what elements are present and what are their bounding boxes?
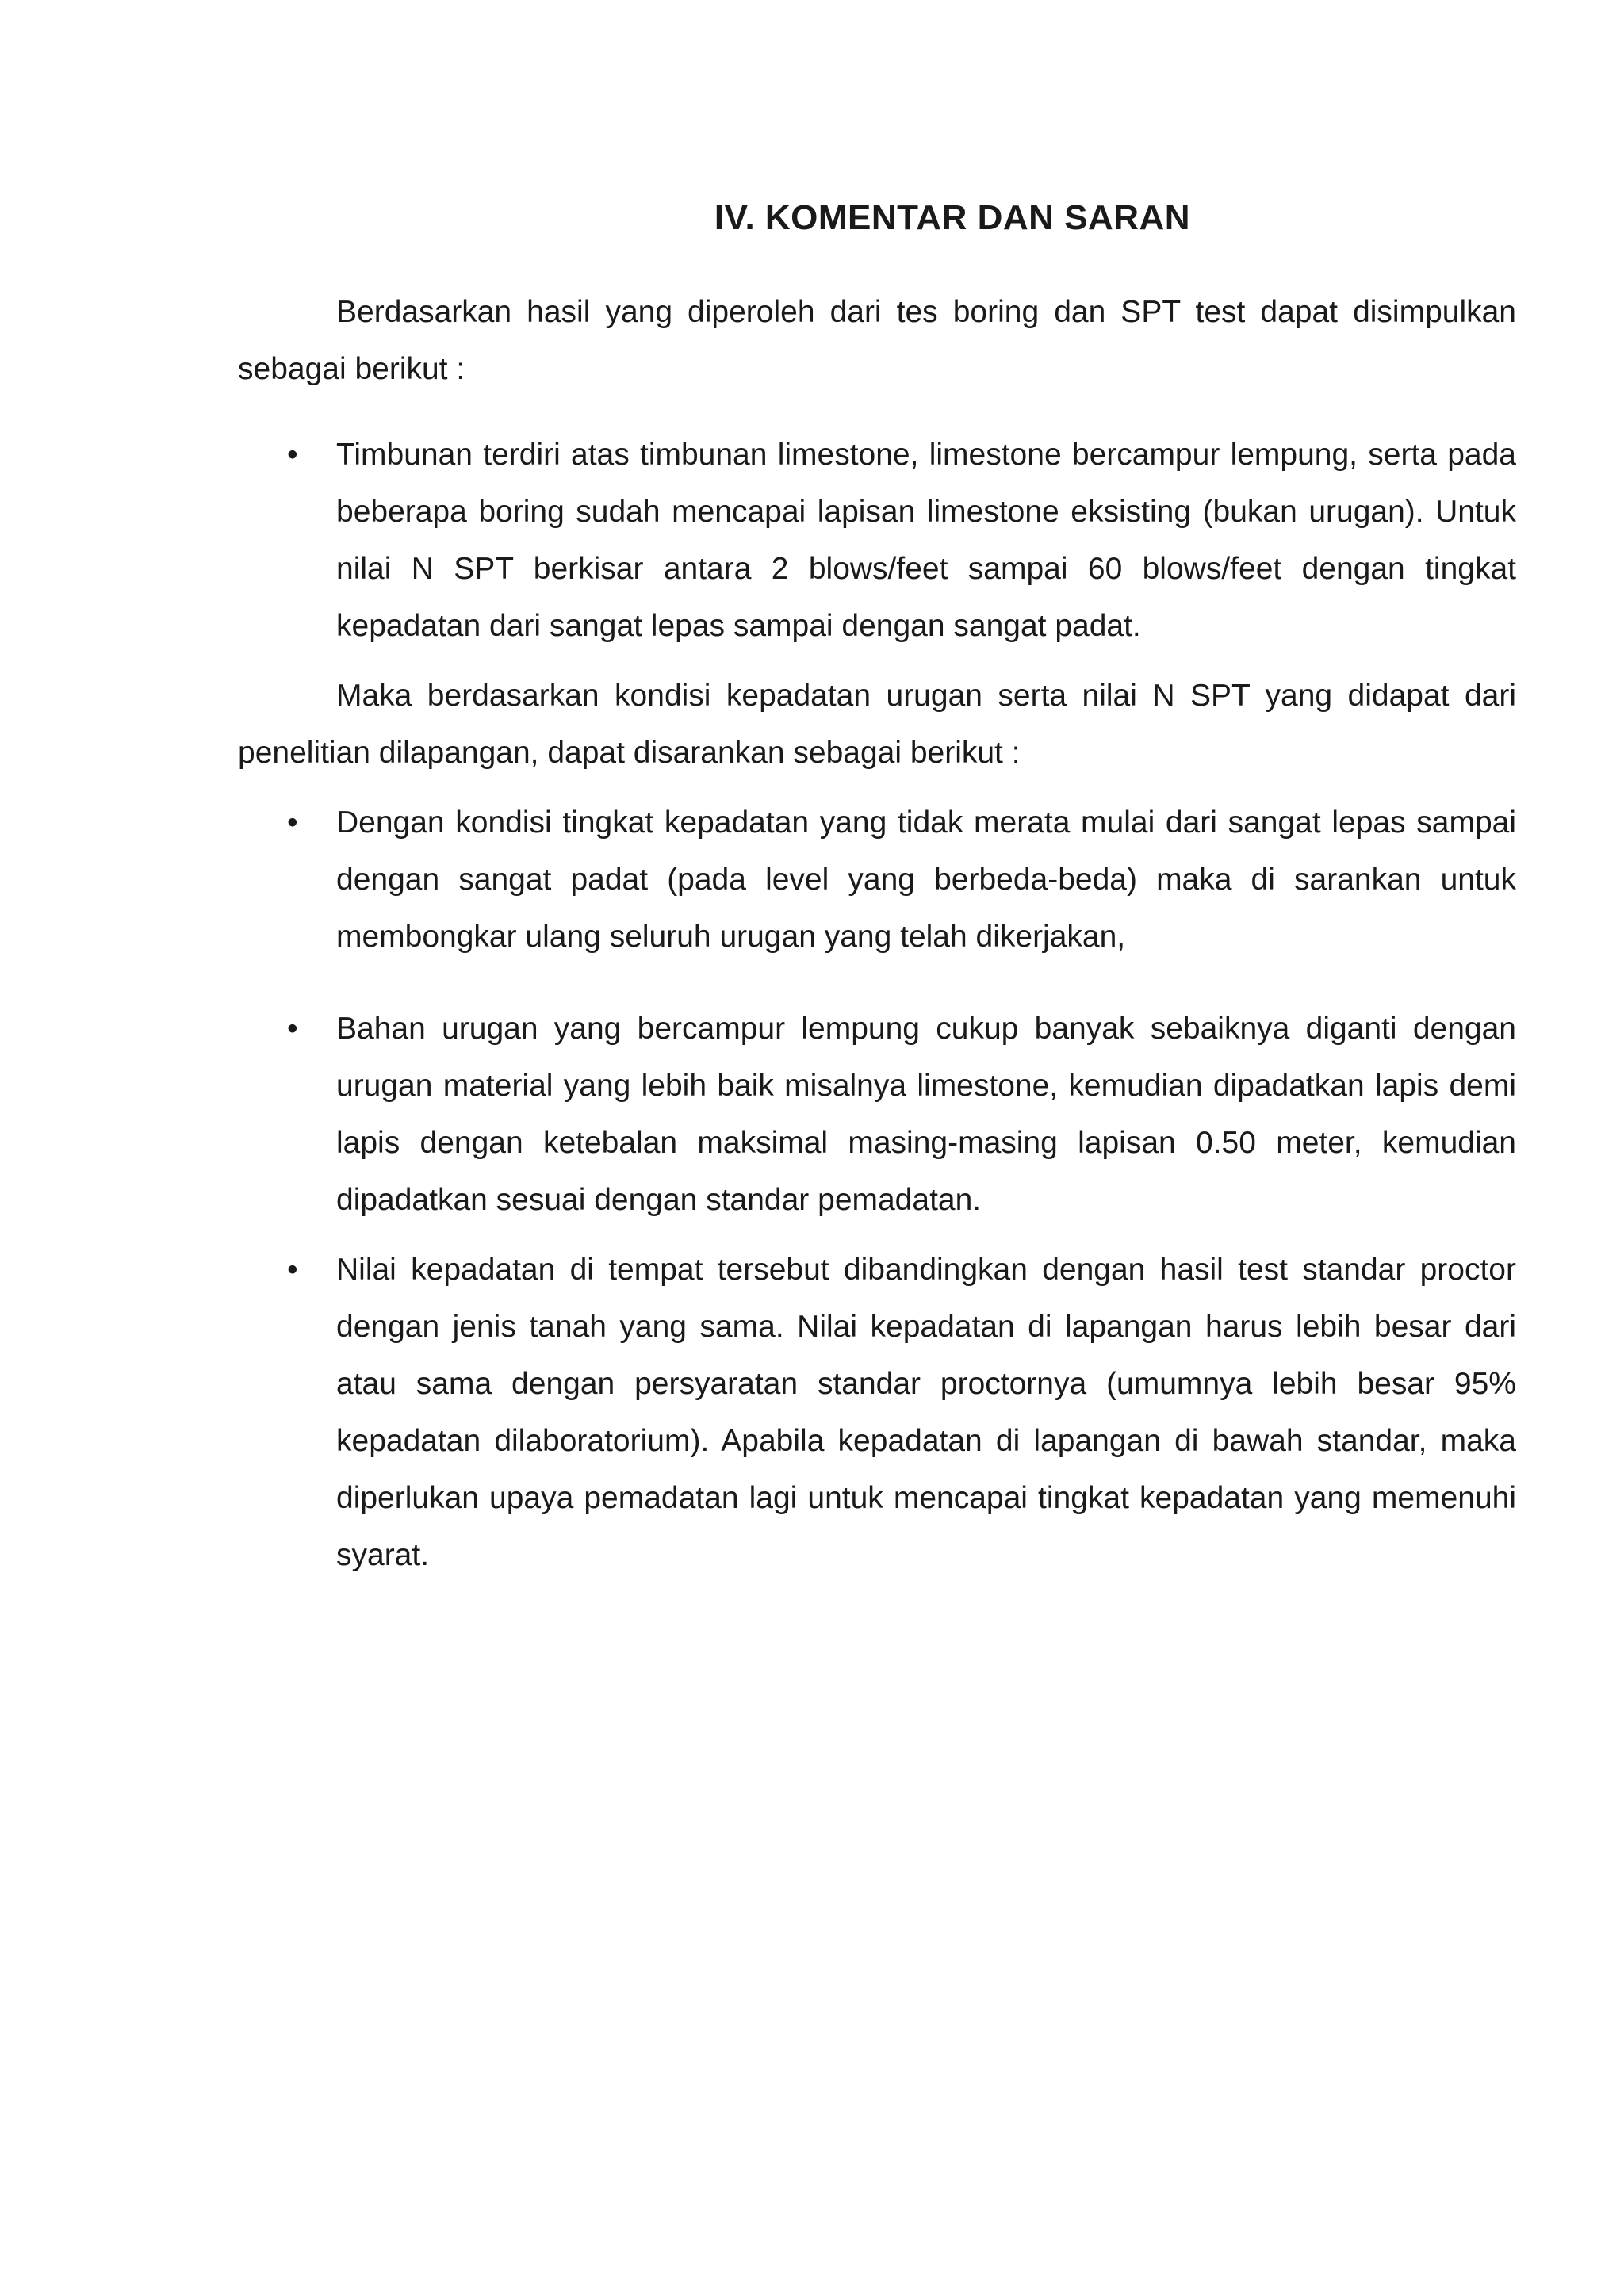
bullet-icon: •	[287, 1012, 298, 1046]
list-item-recommendation	[238, 1001, 1516, 1229]
document-body	[238, 190, 1516, 1584]
list-item-text: Dengan kondisi tingkat kepadatan yang tidak merata mulai dari sangat lepas sampai dengan sangat padat (pada level yang berbeda-beda) maka di sarankan untuk membongkar ulang seluruh urugan yang telah dikerjakan,	[336, 806, 1516, 954]
bullet-icon: •	[287, 438, 298, 472]
list-item-text: Bahan urugan yang bercampur lempung cukup banyak sebaiknya diganti dengan urugan material yang lebih baik misalnya limestone, kemudian dipadatkan lapis demi lapis dengan ketebalan maksimal masing-masing lapisan 0.50 meter, kemudian dipadatkan sesuai dengan standar pemadatan.	[336, 1012, 1516, 1217]
list-item-text: Nilai kepadatan di tempat tersebut dibandingkan dengan hasil test standar proctor dengan jenis tanah yang sama. Nilai kepadatan di lapangan harus lebih besar dari atau sama dengan persyaratan standar proctornya (umumnya lebih besar 95% kepadatan dilaboratorium). Apabila kepadatan di lapangan di bawah standar, maka diperlukan upaya pemadatan lagi untuk mencapai tingkat kepadatan yang memenuhi syarat.	[336, 1253, 1516, 1572]
recommendation-list	[238, 794, 1516, 1584]
conclusion-list	[238, 427, 1516, 655]
intro-paragraph: Berdasarkan hasil yang diperoleh dari tes boring dan SPT test dapat disimpulkan sebagai berikut :	[238, 295, 1516, 386]
bullet-icon: •	[287, 806, 298, 840]
recommendation-paragraph: Maka berdasarkan kondisi kepadatan urugan serta nilai N SPT yang didapat dari penelitian dilapangan, dapat disarankan sebagai berikut :	[238, 679, 1516, 770]
section-heading: IV. KOMENTAR DAN SARAN	[714, 198, 1191, 237]
list-item-recommendation	[238, 1242, 1516, 1584]
list-item-conclusion	[238, 427, 1516, 655]
list-item-recommendation	[238, 794, 1516, 966]
bullet-icon: •	[287, 1253, 298, 1287]
list-item-text: Timbunan terdiri atas timbunan limestone, limestone bercampur lempung, serta pada beberapa boring sudah mencapai lapisan limestone eksisting (bukan urugan). Untuk nilai N SPT berkisar antara 2 blows/feet sampai 60 blows/feet dengan tingkat kepadatan dari sangat lepas sampai dengan sangat padat.	[336, 438, 1516, 643]
